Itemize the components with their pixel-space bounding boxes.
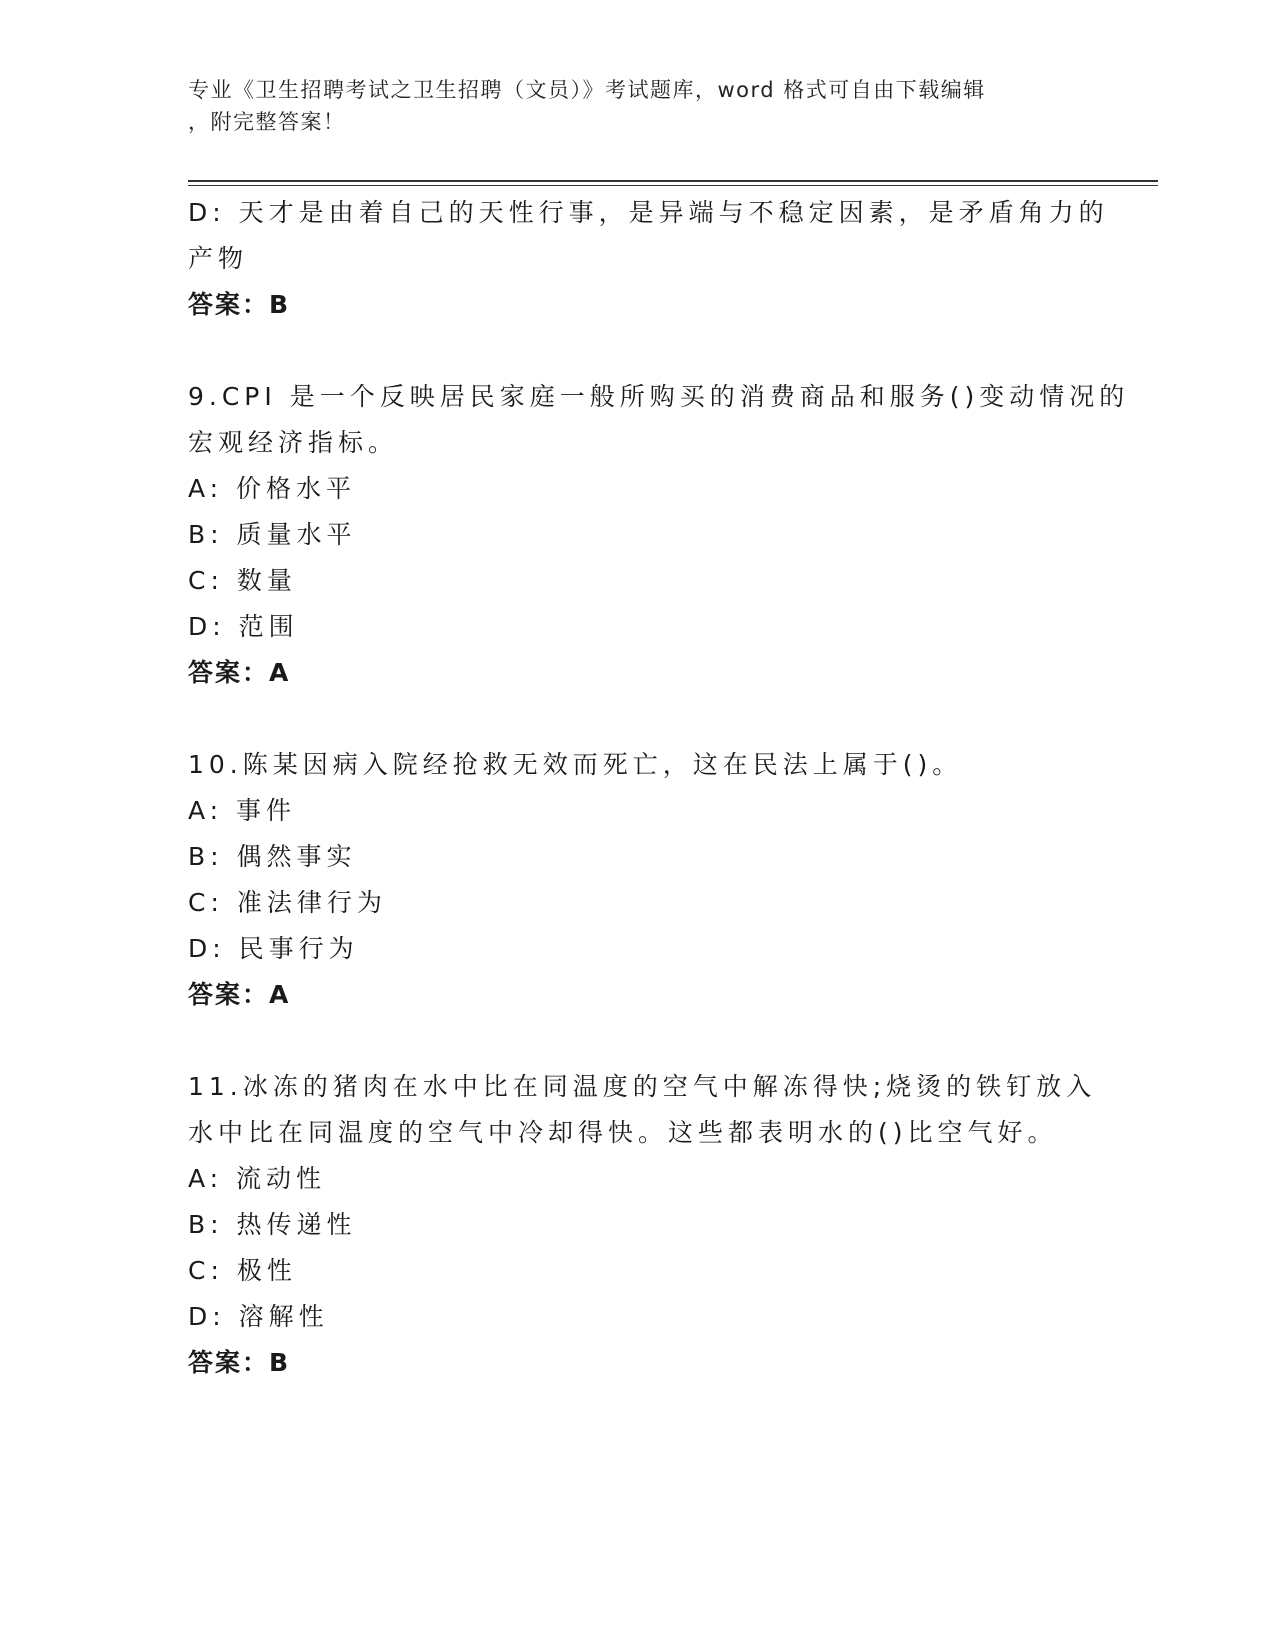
question-stem-continued: 水中比在同温度的空气中冷却得快。这些都表明水的()比空气好。: [188, 1118, 1058, 1147]
document-header: [188, 74, 1068, 138]
question-10: [188, 742, 1088, 1018]
option-c: C: 准法律行为: [188, 888, 387, 917]
option-b: B: 热传递性: [188, 1210, 357, 1239]
option-a: A: 流动性: [188, 1164, 327, 1193]
question-stem-continued: 宏观经济指标。: [188, 428, 399, 457]
option-b: B: 质量水平: [188, 520, 357, 549]
option-d-continued: 产物: [188, 244, 249, 273]
answer: 答案：A: [188, 658, 291, 687]
option-a: A: 事件: [188, 796, 297, 825]
answer: 答案：B: [188, 290, 291, 319]
previous-question-tail: [188, 190, 1109, 328]
option-d: D: 范围: [188, 612, 299, 641]
option-d: D: 民事行为: [188, 934, 359, 963]
header-divider-thin: [188, 185, 1158, 186]
answer: 答案：B: [188, 1348, 291, 1377]
option-b: B: 偶然事实: [188, 842, 357, 871]
option-d: D: 溶解性: [188, 1302, 329, 1331]
header-line-2: ，附完整答案！: [188, 110, 346, 134]
question-stem: 11.冰冻的猪肉在水中比在同温度的空气中解冻得快;烧烫的铁钉放入: [188, 1072, 1097, 1101]
question-stem: 10.陈某因病入院经抢救无效而死亡，这在民法上属于()。: [188, 750, 963, 779]
answer: 答案：A: [188, 980, 291, 1009]
document-body: [188, 190, 1130, 1386]
option-a: A: 价格水平: [188, 474, 357, 503]
header-line-1: 专业《卫生招聘考试之卫生招聘（文员）》考试题库，word 格式可自由下载编辑: [188, 78, 986, 102]
option-c: C: 极性: [188, 1256, 297, 1285]
question-9: [188, 374, 1130, 696]
option-c: C: 数量: [188, 566, 297, 595]
option-d: D: 天才是由着自己的天性行事，是异端与不稳定因素，是矛盾角力的: [188, 198, 1109, 227]
question-11: [188, 1064, 1097, 1386]
question-stem: 9.CPI 是一个反映居民家庭一般所购买的消费商品和服务()变动情况的: [188, 382, 1130, 411]
header-divider-thick: [188, 180, 1158, 182]
